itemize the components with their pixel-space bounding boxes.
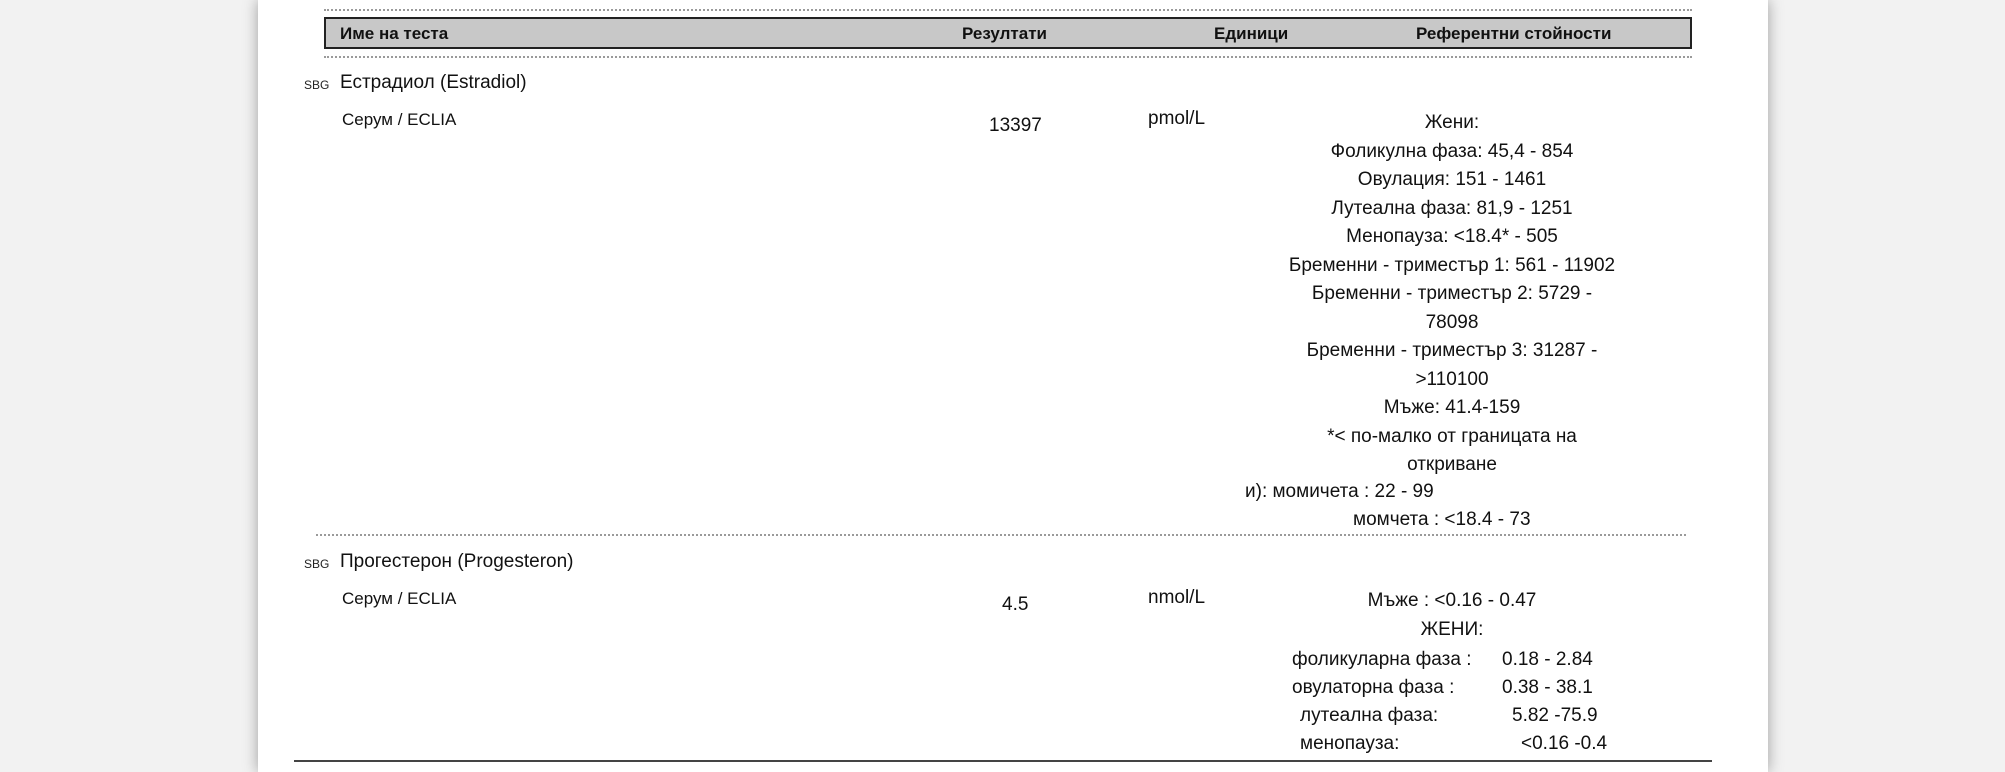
bottom-rule [294, 760, 1712, 762]
reference-phase-row [1292, 730, 1692, 758]
phase-range: <0.16 -0.4 [1521, 733, 1608, 754]
reference-range [1272, 587, 1632, 644]
phase-label: фоликуларна фаза : [1292, 649, 1472, 670]
reference-line: Овулация: 151 - 1461 [1357, 169, 1547, 190]
header-reference: Референтни стойности [1416, 24, 1612, 43]
reference-line: *< по-малко от границата на [1327, 425, 1577, 447]
reference-line: Бременни - триместър 3: 31287 - [1306, 340, 1598, 361]
header-results: Резултати [962, 24, 1047, 43]
reference-phase-row [1292, 702, 1692, 730]
reference-line: Менопауза: <18.4* - 505 [1346, 226, 1558, 247]
reference-line: Мъже : <0.16 - 0.47 [1367, 590, 1537, 611]
reference-phase-list [1292, 646, 1692, 758]
phase-range: 5.82 -75.9 [1512, 705, 1598, 726]
report-page [258, 0, 1768, 772]
reference-overflow-line: и): момичета : 22 - 99 [1245, 481, 1434, 502]
lab-code: SBG [304, 78, 330, 92]
reference-line: Бременни - триместър 1: 561 - 11902 [1288, 254, 1616, 276]
reference-range [1272, 109, 1632, 480]
test-name: Прогестерон (Progesteron) [340, 551, 574, 572]
phase-label: овулаторна фаза : [1292, 677, 1455, 698]
header-test-name: Име на теста [340, 24, 449, 43]
result-unit: pmol/L [1148, 108, 1206, 129]
reference-phase-row [1292, 674, 1692, 702]
result-unit: nmol/L [1148, 587, 1206, 608]
result-value: 13397 [989, 115, 1042, 136]
phase-range: 0.38 - 38.1 [1502, 677, 1593, 698]
reference-line: Мъже: 41.4-159 [1383, 397, 1521, 418]
header-units: Единици [1214, 24, 1289, 43]
reference-line: >110100 [1415, 368, 1489, 390]
phase-label: менопауза: [1300, 733, 1400, 754]
phase-range: 0.18 - 2.84 [1502, 649, 1593, 670]
reference-line: 78098 [1425, 311, 1479, 333]
dotted-divider [324, 9, 1692, 11]
result-value: 4.5 [1002, 594, 1029, 615]
reference-line: Жени: [1424, 112, 1480, 133]
table-header [324, 17, 1692, 49]
lab-code: SBG [304, 557, 330, 571]
reference-line: Фоликулна фаза: 45,4 - 854 [1330, 140, 1574, 162]
reference-overflow-line: момчета : <18.4 - 73 [1353, 509, 1531, 530]
reference-line: Бременни - триместър 2: 5729 - [1311, 283, 1593, 304]
phase-label: лутеална фаза: [1300, 705, 1439, 726]
dotted-divider [316, 534, 1686, 536]
reference-line: Лутеална фаза: 81,9 - 1251 [1331, 197, 1573, 219]
reference-phase-row [1292, 646, 1692, 674]
specimen-method: Серум / ECLIA [342, 589, 457, 608]
reference-line: ЖЕНИ: [1420, 618, 1484, 640]
test-name: Естрадиол (Estradiol) [340, 72, 527, 93]
reference-line: откриване [1407, 454, 1497, 475]
dotted-divider [324, 56, 1692, 58]
specimen-method: Серум / ECLIA [342, 110, 457, 129]
